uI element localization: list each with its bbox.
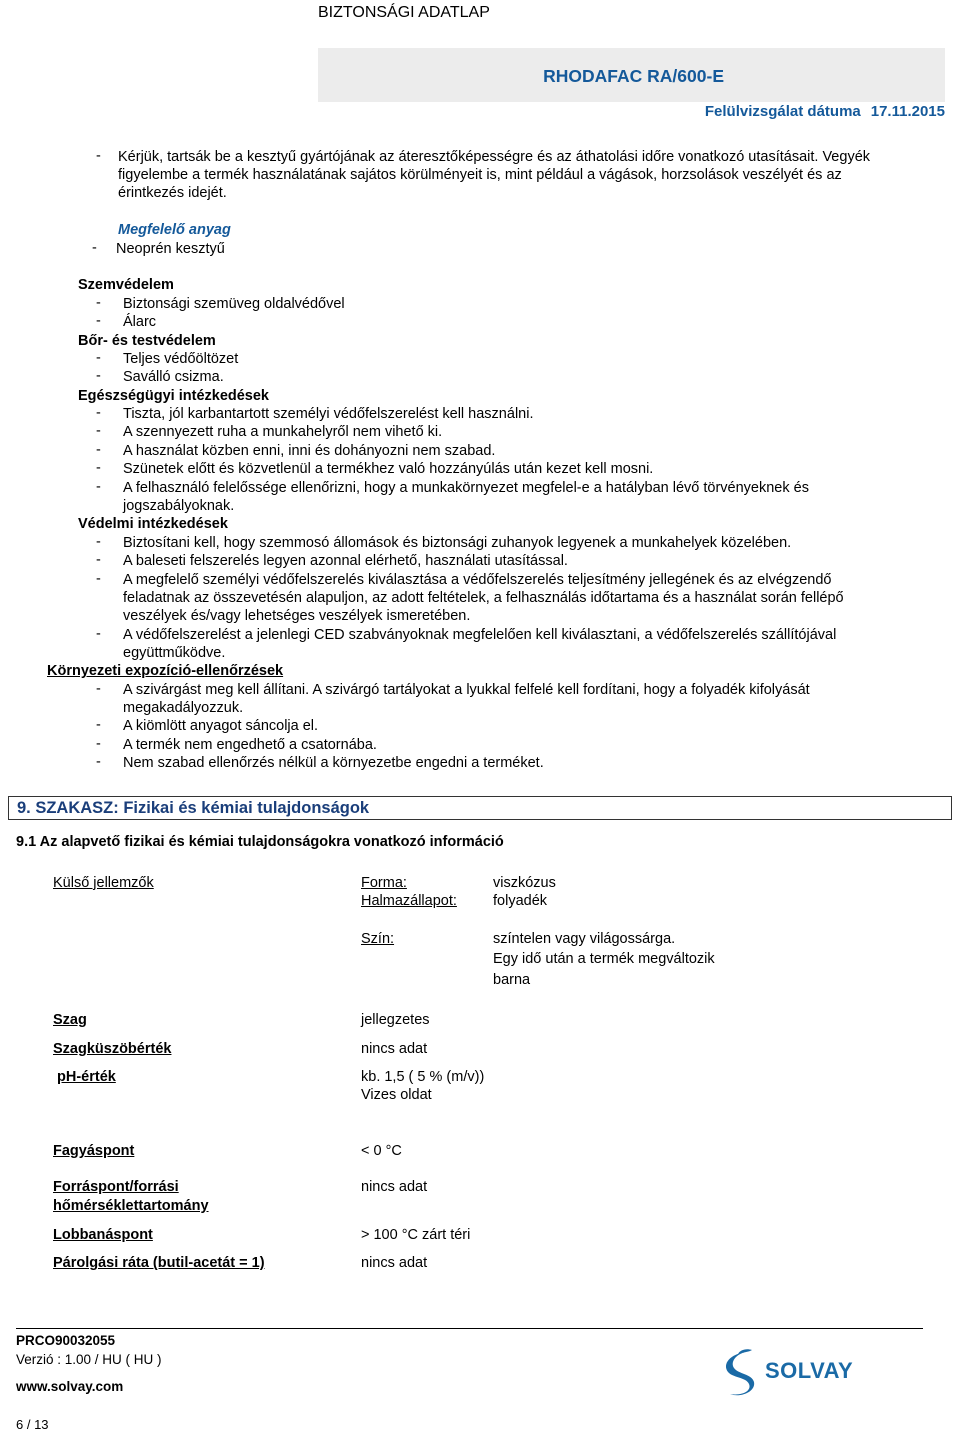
doc-code: PRCO90032055 xyxy=(16,1333,116,1348)
protective-item: A védőfelszerelést a jelenlegi CED szabványoknak megfelelően kell kiválasztani, a védőfelszerelés szállítójával xyxy=(123,627,837,643)
protective-item-cont: együttműködve. xyxy=(123,645,226,661)
bullet-dash: - xyxy=(96,148,101,164)
solvay-logo-icon xyxy=(716,1348,762,1398)
freezing-label: Fagyáspont xyxy=(53,1143,135,1159)
bullet-dash: - xyxy=(96,534,101,550)
bullet-dash: - xyxy=(96,405,101,421)
protective-item-cont: feladatnak az összevetésén alapuljon, az adott feltételek, a felhasználás időtartama és a használat során fellépő xyxy=(123,590,844,606)
skin-item: Teljes védőöltözet xyxy=(123,351,239,367)
protective-item-cont: veszélyek és/vagy lehetséges veszélyek ismeretében. xyxy=(123,608,471,624)
env-item-cont: megakadályozzuk. xyxy=(123,700,244,716)
section-9-1-title: 9.1 Az alapvető fizikai és kémiai tulajdonságokra vonatkozó információ xyxy=(16,834,504,850)
ph-value: kb. 1,5 ( 5 % (m/v)) xyxy=(361,1069,485,1085)
flash-value: > 100 °C zárt téri xyxy=(361,1227,471,1243)
odor-label: Szag xyxy=(53,1012,87,1028)
hygiene-item: Tiszta, jól karbantartott személyi védőfelszerelést kell használni. xyxy=(123,406,534,422)
hygiene-item: A szennyezett ruha a munkahelyről nem vihető ki. xyxy=(123,424,443,440)
evap-value: nincs adat xyxy=(361,1255,428,1271)
hygiene-item: Szünetek előtt és közvetlenül a termékhez való hozzányúlás után kezet kell mosni. xyxy=(123,461,654,477)
hygiene-item: A használat közben enni, inni és dohányozni nem szabad. xyxy=(123,443,496,459)
page-number: 6 / 13 xyxy=(16,1417,49,1432)
footer-divider xyxy=(16,1328,923,1329)
form-value: viszkózus xyxy=(493,875,556,891)
freezing-value: < 0 °C xyxy=(361,1143,402,1159)
bullet-dash: - xyxy=(96,754,101,770)
bullet-dash: - xyxy=(92,240,97,256)
section-9-title: 9. SZAKASZ: Fizikai és kémiai tulajdonságok xyxy=(17,799,370,817)
state-value: folyadék xyxy=(493,893,548,909)
color-value: barna xyxy=(493,972,531,988)
material-heading: Megfelelő anyag xyxy=(118,222,231,238)
doc-version: Verzió : 1.00 / HU ( HU ) xyxy=(16,1352,162,1367)
ph-value-note: Vizes oldat xyxy=(361,1087,432,1103)
color-value: Egy idő után a termék megváltozik xyxy=(493,951,715,967)
bullet-dash: - xyxy=(96,717,101,733)
env-item: A szivárgást meg kell állítani. A szivárgó tartályokat a lyukkal felfelé kell fordítani, hogy a folyadék kifolyását xyxy=(123,682,810,698)
boiling-value: nincs adat xyxy=(361,1179,428,1195)
gloves-text-3: érintkezés idejét. xyxy=(118,185,227,201)
skin-heading: Bőr- és testvédelem xyxy=(78,333,216,349)
protective-heading: Védelmi intézkedések xyxy=(78,516,228,532)
env-item: A termék nem engedhető a csatornába. xyxy=(123,737,377,753)
bullet-dash: - xyxy=(96,350,101,366)
brand-name: SOLVAY xyxy=(765,1358,854,1383)
flash-label: Lobbanáspont xyxy=(53,1227,153,1243)
env-item: Nem szabad ellenőrzés nélkül a környezetbe engedni a terméket. xyxy=(123,755,544,771)
bullet-dash: - xyxy=(96,442,101,458)
bullet-dash: - xyxy=(96,552,101,568)
hygiene-heading: Egészségügyi intézkedések xyxy=(78,388,269,404)
bullet-dash: - xyxy=(96,460,101,476)
revision-label: Felülvizsgálat dátuma xyxy=(704,103,861,120)
bullet-dash: - xyxy=(96,681,101,697)
bullet-dash: - xyxy=(96,479,101,495)
protective-item: A baleseti felszerelés legyen azonnal elérhető, használati utasítással. xyxy=(123,553,568,569)
appearance-label: Külső jellemzők xyxy=(53,875,154,891)
bullet-dash: - xyxy=(96,571,101,587)
skin-item: Saválló csizma. xyxy=(123,369,224,385)
website-link[interactable]: www.solvay.com xyxy=(16,1379,124,1394)
color-label: Szín: xyxy=(361,931,395,947)
revision-value: 17.11.2015 xyxy=(870,103,945,120)
state-label: Halmazállapot: xyxy=(361,893,457,909)
env-heading: Környezeti expozíció-ellenőrzések xyxy=(47,663,284,679)
eye-item: Álarc xyxy=(123,314,157,330)
hygiene-item: A felhasználó felelőssége ellenőrizni, hogy a munkakörnyezet megfelel-e a hatályban lévő törvényeknek és xyxy=(123,480,809,496)
odor-threshold-value: nincs adat xyxy=(361,1041,428,1057)
bullet-dash: - xyxy=(96,295,101,311)
material-item: Neoprén kesztyű xyxy=(116,241,225,257)
bullet-dash: - xyxy=(96,736,101,752)
color-value: színtelen vagy világossárga. xyxy=(493,931,676,947)
bullet-dash: - xyxy=(96,626,101,642)
bullet-dash: - xyxy=(96,423,101,439)
eye-item: Biztonsági szemüveg oldalvédővel xyxy=(123,296,345,312)
boiling-label: Forráspont/forrási xyxy=(53,1179,179,1195)
section-9-header xyxy=(8,796,952,820)
document-title: BIZTONSÁGI ADATLAP xyxy=(318,4,490,21)
bullet-dash: - xyxy=(96,313,101,329)
odor-value: jellegzetes xyxy=(361,1012,430,1028)
env-item: A kiömlött anyagot sáncolja el. xyxy=(123,718,319,734)
gloves-text-2: figyelembe a termék használatának sajátos körülményeit is, mint például a vágások, horzsolások veszélyét és az xyxy=(118,167,842,183)
eye-heading: Szemvédelem xyxy=(78,277,174,293)
boiling-label-cont: hőmérséklettartomány xyxy=(53,1198,209,1214)
odor-threshold-label: Szagküszöbérték xyxy=(53,1041,172,1057)
form-label: Forma: xyxy=(361,875,407,891)
ph-label: pH-érték xyxy=(57,1069,116,1085)
protective-item: Biztosítani kell, hogy szemmosó állomások és biztonsági zuhanyok legyenek a munkahelyek közelében. xyxy=(123,535,792,551)
product-name: RHODAFAC RA/600-E xyxy=(543,66,724,86)
evap-label: Párolgási ráta (butil-acetát = 1) xyxy=(53,1255,265,1271)
hygiene-item-cont: jogszabályoknak. xyxy=(123,498,235,514)
protective-item: A megfelelő személyi védőfelszerelés kiválasztása a védőfelszerelés teljesítmény jellegének és az elvégzendő xyxy=(123,572,832,588)
revision-date xyxy=(705,103,945,120)
gloves-text-1: Kérjük, tartsák be a kesztyű gyártójának az áteresztőképességre és az áthatolási időre vonatkozó utasításait. Vegyék xyxy=(118,149,871,165)
bullet-dash: - xyxy=(96,368,101,384)
